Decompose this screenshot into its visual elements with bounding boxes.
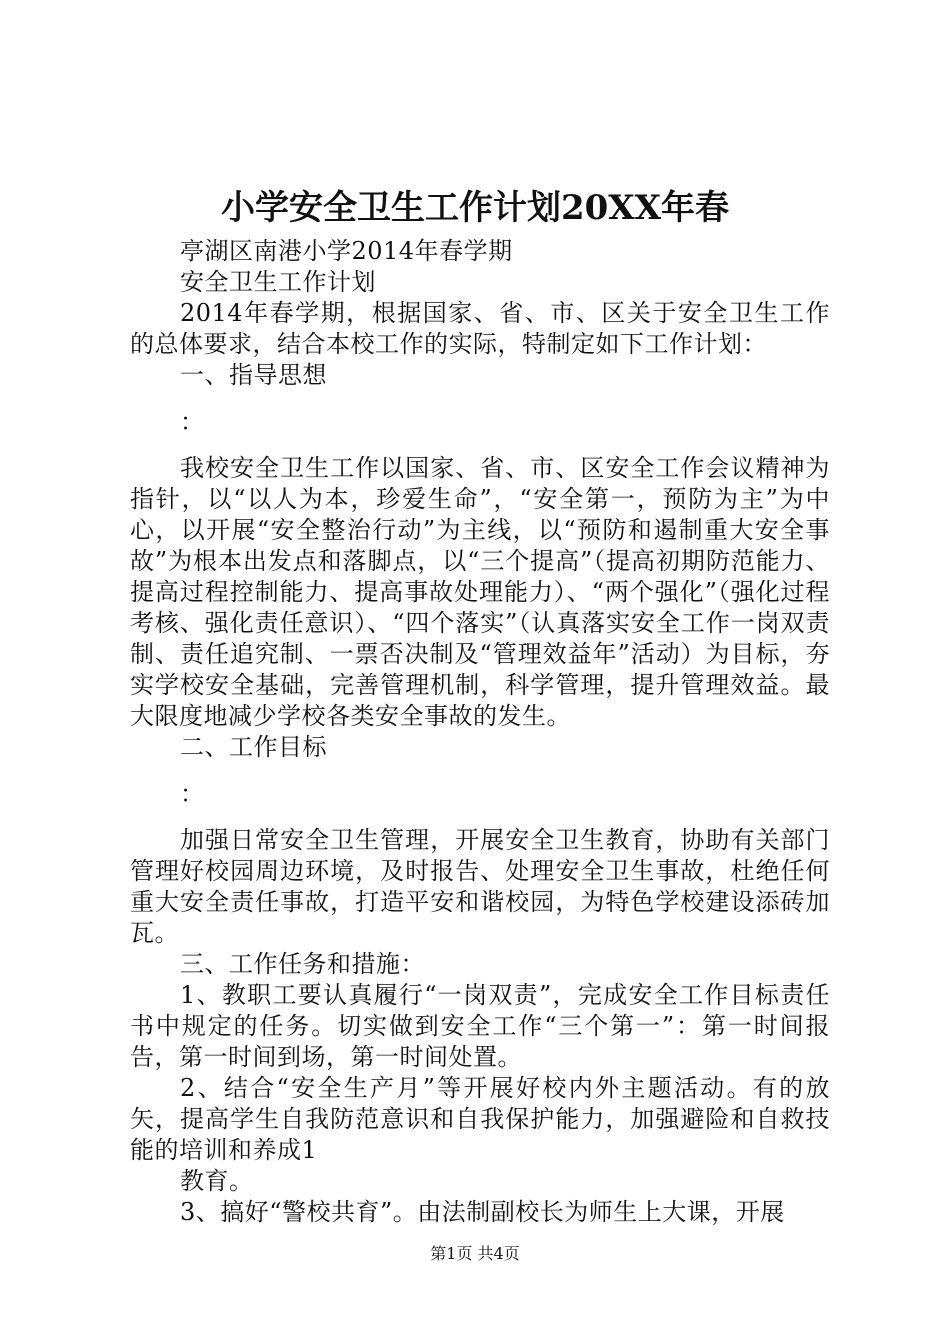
plan-subtitle-line: 安全卫生工作计划 [180,268,376,296]
task-item-1: 1、教职工要认真履行“一岗双责”，完成安全工作目标责任书中规定的任务。切实做到安全工作“三个第一”：第一时间报告，第一时间到场，第一时间处置。 [130,981,830,1071]
school-name-line: 亭湖区南港小学2014年春学期 [180,237,513,265]
section-heading-tasks-measures: 三、工作任务和措施： [180,950,425,978]
section-heading-work-goals: 二、工作目标 [180,733,327,761]
document-body [130,236,830,1228]
guiding-ideology-paragraph: 我校安全卫生工作以国家、省、市、区安全工作会议精神为指针，以“以人为本，珍爱生命”，“安全第一，预防为主”为中心，以开展“安全整治行动”为主线，以“预防和遏制重大安全事故”为根本出发点和落脚点，以“三个提高”（提高初期防范能力、提高过程控制能力、提高事故处理能力）、“两个强化”（强化过程考核、强化责任意识）、“四个落实”（认真落实安全工作一岗双责制、责任追究制、一票否决制及“管理效益年”活动）为目标，夯实学校安全基础，完善管理机制，科学管理，提升管理效益。最大限度地减少学校各类安全事故的发生。 [130,454,830,730]
section-heading-guiding-ideology: 一、指导思想 [180,361,327,389]
document-title: 小学安全卫生工作计划20XX年春 [220,188,730,228]
section-colon: ： [180,408,205,436]
task-item-2-continued: 教育。 [180,1167,254,1195]
task-item-2: 2、结合“安全生产月”等开展好校内外主题活动。有的放矢，提高学生自我防范意识和自我保护能力，加强避险和自救技能的培训和养成1 [130,1074,830,1164]
work-goals-paragraph: 加强日常安全卫生管理，开展安全卫生教育，协助有关部门管理好校园周边环境，及时报告、处理安全卫生事故，杜绝任何重大安全责任事故，打造平安和谐校园，为特色学校建设添砖加瓦。 [130,826,830,947]
intro-paragraph: 2014年春学期，根据国家、省、市、区关于安全卫生工作的总体要求，结合本校工作的实际，特制定如下工作计划： [130,299,830,358]
section-colon: ： [180,780,205,808]
task-item-3: 3、搞好“警校共育”。由法制副校长为师生上大课，开展 [180,1198,785,1226]
page-footer: 第1页 共4页 [430,1244,520,1263]
